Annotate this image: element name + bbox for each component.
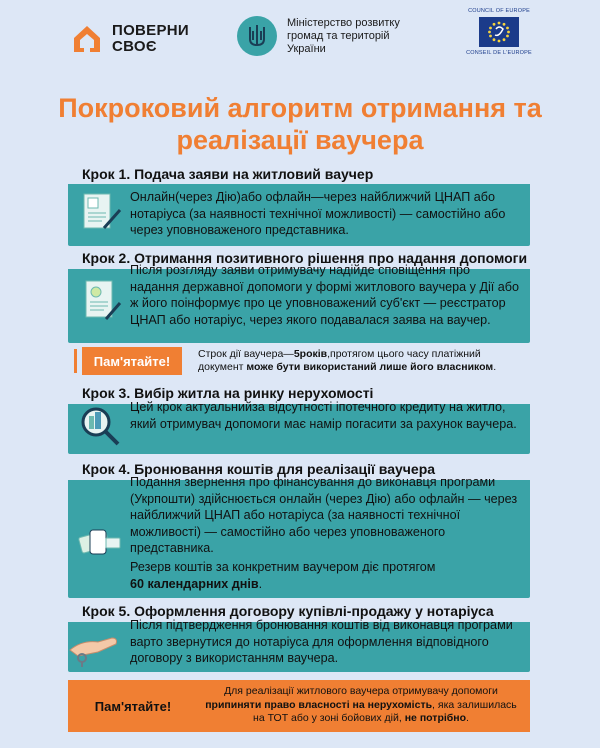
logo-line-2: СВОЄ	[112, 38, 157, 55]
document-pen-icon	[76, 188, 124, 236]
step-4-reserve-days: 60 календарних днів	[130, 576, 259, 591]
step-4-heading: Крок 4. Бронювання коштів для реалізації ваучера	[68, 458, 530, 480]
reminder-2-t3: , яка залишилась на ТОТ або у зоні бойових дій,	[253, 698, 517, 724]
reminder-1-t4: може бути використаний лише його власником	[246, 361, 494, 373]
reminder-2-t4: не потрібно	[404, 712, 467, 724]
step-4-reserve-text: Резерв коштів за конкретним ваучером діє протягом	[130, 559, 436, 574]
step-1-text: Онлайн(через Дію)або офлайн—через найближчий ЦНАП або нотаріуса (за наявності технічної можливості) — самостійно або через уповноваженого представника.	[130, 190, 506, 238]
step-5	[68, 600, 530, 672]
reminder-1-text	[198, 348, 528, 374]
step-2	[68, 247, 530, 341]
step-5-heading: Крок 5. Оформлення договору купівлі-продажу у нотаріуса	[68, 600, 530, 622]
reminder-2	[68, 680, 530, 732]
step-4	[68, 458, 530, 598]
eu-stars-icon	[479, 17, 519, 47]
ministry-name: Міністерство розвитку громад та територій України	[287, 16, 400, 55]
reminder-2-t5: .	[466, 712, 469, 724]
trident-icon	[237, 16, 277, 56]
money-cards-icon	[76, 516, 124, 564]
step-2-heading: Крок 2. Отримання позитивного рішення про надання допомоги	[68, 247, 530, 269]
step-1-heading: Крок 1. Подача заяви на житловий ваучер	[68, 164, 530, 184]
coe-top-text: COUNCIL OF EUROPE	[468, 8, 530, 14]
povernу-svoe-logo	[70, 22, 189, 56]
page-title: Покроковий алгоритм отримання та реалізації ваучера	[58, 93, 542, 155]
council-of-europe-logo	[466, 8, 532, 56]
logo-line-1: ПОВЕРНИ	[112, 22, 190, 39]
reminder-1-t2: 5років	[293, 348, 328, 360]
reminder-1-t1: Строк дії ваучера—	[198, 348, 294, 360]
header	[0, 0, 600, 80]
ministry-logo	[237, 16, 427, 56]
step-3-text: Цей крок актуальнийза відсутності іпотечного кредиту на житло, який отримувач допомоги має намір погасити за рахунок ваучера.	[130, 400, 517, 431]
reminder-2-text	[198, 685, 524, 726]
house-logo-icon	[70, 22, 104, 56]
step-3-heading: Крок 3. Вибір житла на ринку нерухомості	[68, 382, 530, 404]
reminder-2-t1: Для реалізації житлового ваучера отримувачу допомоги	[224, 685, 498, 697]
hand-keys-icon	[68, 620, 116, 668]
document-check-icon	[76, 277, 124, 325]
step-4-text-main: Подання звернення про фінансування до виконавця програми (Укрпошти) здійснюється онлайн (через Дію) або офлайн — через найближчий ЦНАП або нотаріуса (за наявності технічної можливості) — самостійно або через уповноваженого представника.	[130, 475, 518, 556]
reminder-1	[68, 347, 530, 375]
step-4-text	[130, 474, 522, 592]
reminder-1-t3: ,протягом цього часу платіжний документ	[198, 348, 481, 373]
magnifier-buildings-icon	[76, 402, 124, 450]
coe-bottom-text: CONSEIL DE L'EUROPE	[466, 50, 532, 56]
step-4-text-reserve	[130, 559, 522, 592]
reminder-1-bar	[74, 349, 77, 373]
step-1	[68, 164, 530, 246]
step-4-reserve-end: .	[258, 576, 263, 591]
reminder-1-t5: .	[493, 361, 497, 373]
step-3	[68, 382, 530, 454]
step-5-text: Після підтвердження бронювання коштів від виконавця програми варто звернутися до нотаріуса для оформлення відповідного договору з використанням ваучера.	[130, 618, 513, 666]
reminder-2-t2: припиняти право власності на нерухомість	[205, 698, 433, 711]
reminder-1-label: Пам'ятайте!	[82, 347, 182, 375]
step-2-text: Після розгляду заяви отримувачу надійде сповіщення про надання державної допомоги у формі житлового ваучера у Дії або ж його поінформує про це уповноважений суб'єкт — реєстратор ЦНАП або нотаріус, через якого подавалася заява на ваучер.	[130, 263, 519, 327]
reminder-2-label: Пам'ятайте!	[94, 698, 172, 714]
